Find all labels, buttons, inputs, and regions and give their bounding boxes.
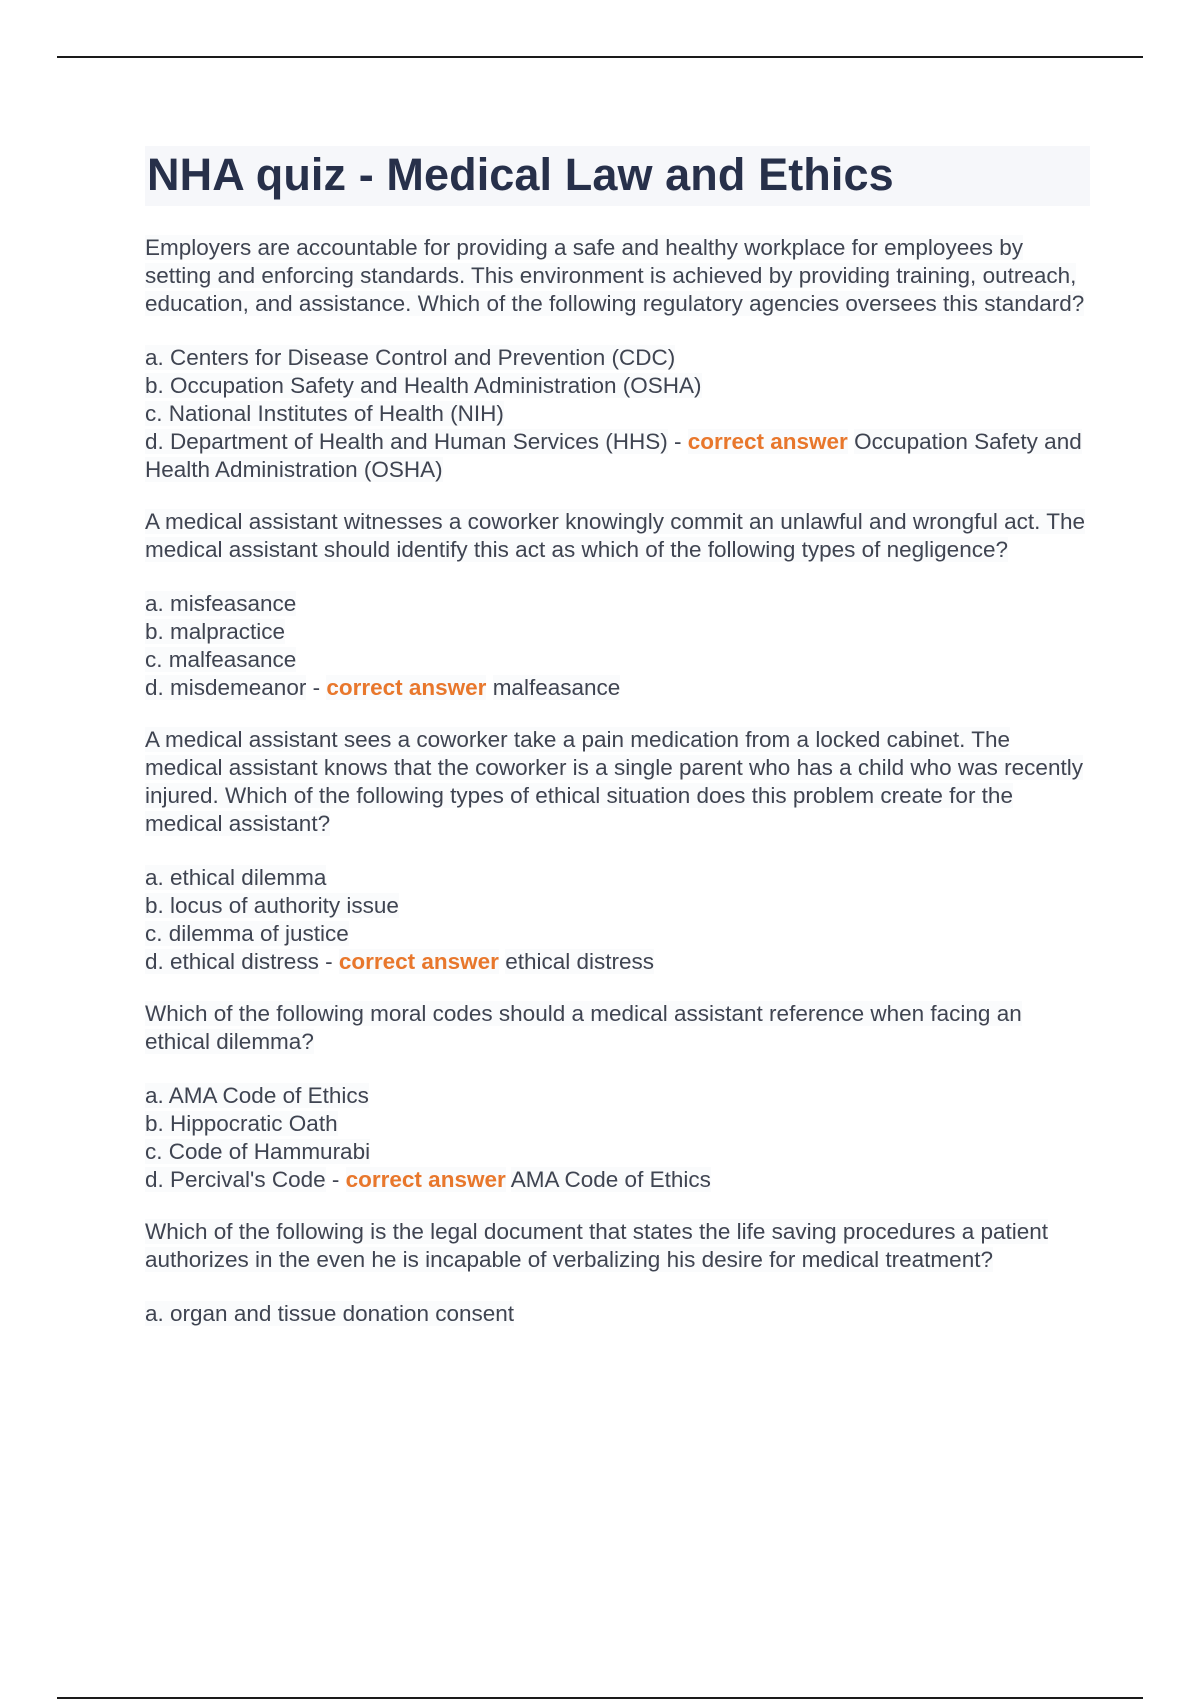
option-item-with-answer: d. Percival's Code - correct answer AMA Code of Ethics <box>145 1167 711 1192</box>
question-block <box>145 1218 1090 1328</box>
option-item: a. AMA Code of Ethics <box>145 1083 369 1108</box>
option-item-with-answer: d. Department of Health and Human Services (HHS) - correct answer Occupation Safety and Health Administration (OSHA) <box>145 429 1082 482</box>
page-title: NHA quiz - Medical Law and Ethics <box>145 146 1090 206</box>
option-list <box>145 1300 1090 1328</box>
option-list <box>145 590 1090 702</box>
answer-value: ethical distress <box>505 949 654 974</box>
question-text: Employers are accountable for providing a safe and healthy workplace for employees by setting and enforcing standards. This environment is achieved by providing training, outreach, education, and assistance. Which of the following regulatory agencies oversees this standard? <box>145 235 1085 316</box>
option-item: b. malpractice <box>145 619 286 644</box>
top-rule <box>57 56 1143 58</box>
option-item: c. dilemma of justice <box>145 921 349 946</box>
correct-answer-label: correct answer <box>326 675 487 700</box>
option-item-with-answer: d. ethical distress - correct answer ethical distress <box>145 949 654 974</box>
question-block <box>145 234 1090 484</box>
question-block <box>145 508 1090 702</box>
option-item: a. ethical dilemma <box>145 865 327 890</box>
option-item: b. Hippocratic Oath <box>145 1111 338 1136</box>
answer-value: malfeasance <box>492 675 621 700</box>
question-block <box>145 726 1090 976</box>
option-item-with-answer: d. misdemeanor - correct answer malfeasance <box>145 675 621 700</box>
option-item: a. organ and tissue donation consent <box>145 1301 515 1326</box>
correct-answer-label: correct answer <box>338 949 499 974</box>
question-text: Which of the following moral codes should a medical assistant reference when facing an ethical dilemma? <box>145 1001 1022 1054</box>
answer-value: Occupation Safety and Health Administration (OSHA) <box>145 429 1082 482</box>
option-item: b. locus of authority issue <box>145 893 399 918</box>
option-list <box>145 1082 1090 1194</box>
option-list <box>145 864 1090 976</box>
option-item: a. misfeasance <box>145 591 297 616</box>
question-text: A medical assistant sees a coworker take a pain medication from a locked cabinet. The medical assistant knows that the coworker is a single parent who has a child who was recently injured. Which of the following types of ethical situation does this problem create for the medical assistant? <box>145 727 1083 836</box>
question-text: A medical assistant witnesses a coworker knowingly commit an unlawful and wrongful act. The medical assistant should identify this act as which of the following types of negligence? <box>145 509 1086 562</box>
document-body <box>145 146 1090 1352</box>
option-list <box>145 344 1090 484</box>
question-block <box>145 1000 1090 1194</box>
option-item: a. Centers for Disease Control and Prevention (CDC) <box>145 345 676 370</box>
option-item: c. malfeasance <box>145 647 297 672</box>
bottom-rule <box>57 1697 1143 1699</box>
option-item: c. National Institutes of Health (NIH) <box>145 401 504 426</box>
question-text: Which of the following is the legal document that states the life saving procedures a patient authorizes in the even he is incapable of verbalizing his desire for medical treatment? <box>145 1219 1049 1272</box>
correct-answer-label: correct answer <box>345 1167 506 1192</box>
correct-answer-label: correct answer <box>687 429 848 454</box>
option-item: c. Code of Hammurabi <box>145 1139 371 1164</box>
option-item: b. Occupation Safety and Health Administration (OSHA) <box>145 373 702 398</box>
answer-value: AMA Code of Ethics <box>510 1167 711 1192</box>
